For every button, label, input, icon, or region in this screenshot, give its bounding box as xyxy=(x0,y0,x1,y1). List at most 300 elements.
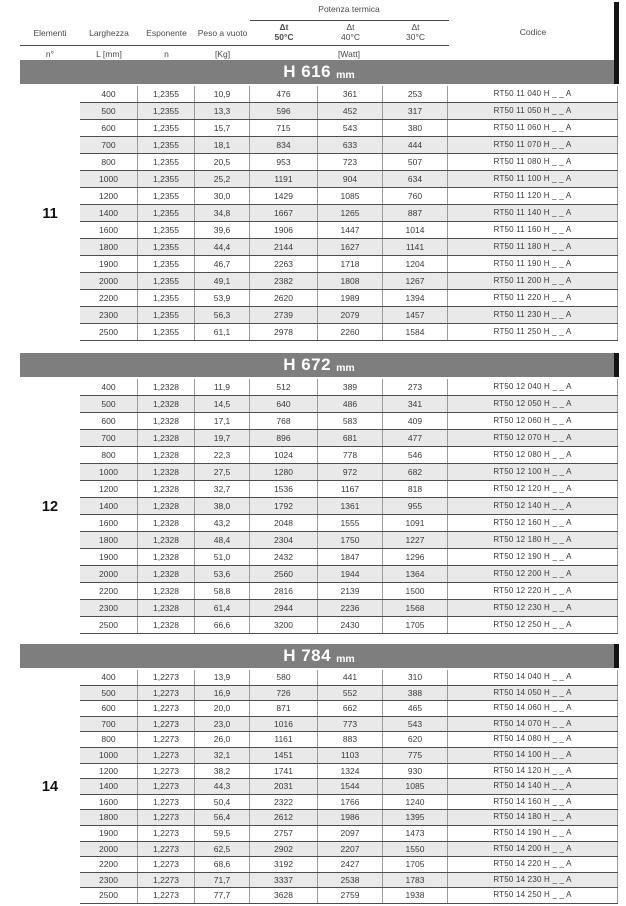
cell-potenza-dt40: 773 xyxy=(318,717,383,732)
cell-potenza-dt30: 1550 xyxy=(383,842,448,857)
cell-potenza-dt50: 3337 xyxy=(250,873,318,888)
cell-peso-a-vuoto: 53,6 xyxy=(195,566,250,582)
cell-potenza-dt40: 723 xyxy=(318,154,383,170)
cell-esponente: 1,2273 xyxy=(138,826,195,841)
cell-codice: RT50 14 200 H _ _ A xyxy=(448,842,618,857)
cell-codice: RT50 11 040 H _ _ A xyxy=(448,86,618,102)
cell-esponente: 1,2328 xyxy=(138,379,195,395)
cell-codice: RT50 11 060 H _ _ A xyxy=(448,120,618,136)
header-underline xyxy=(20,45,449,46)
cell-potenza-dt40: 2538 xyxy=(318,873,383,888)
table-row xyxy=(80,617,618,634)
cell-esponente: 1,2328 xyxy=(138,413,195,429)
cell-esponente: 1,2273 xyxy=(138,732,195,747)
cell-peso-a-vuoto: 16,9 xyxy=(195,686,250,701)
cell-potenza-dt40: 1361 xyxy=(318,498,383,514)
cell-codice: RT50 11 180 H _ _ A xyxy=(448,239,618,255)
cell-potenza-dt50: 1161 xyxy=(250,732,318,747)
cell-potenza-dt40: 778 xyxy=(318,447,383,463)
cell-larghezza: 2500 xyxy=(80,324,138,340)
table-row xyxy=(80,481,618,498)
cell-codice: RT50 11 190 H _ _ A xyxy=(448,256,618,272)
table-row xyxy=(80,779,618,795)
cell-potenza-dt40: 1544 xyxy=(318,779,383,794)
cell-peso-a-vuoto: 26,0 xyxy=(195,732,250,747)
cell-larghezza: 1000 xyxy=(80,748,138,763)
cell-potenza-dt30: 273 xyxy=(383,379,448,395)
cell-larghezza: 500 xyxy=(80,396,138,412)
cell-codice: RT50 11 070 H _ _ A xyxy=(448,137,618,153)
cell-larghezza: 1900 xyxy=(80,826,138,841)
section-banner-unit: mm xyxy=(336,362,355,374)
cell-potenza-dt40: 441 xyxy=(318,670,383,685)
cell-potenza-dt30: 1091 xyxy=(383,515,448,531)
cell-peso-a-vuoto: 62,5 xyxy=(195,842,250,857)
cell-peso-a-vuoto: 44,4 xyxy=(195,239,250,255)
cell-peso-a-vuoto: 56,4 xyxy=(195,810,250,825)
section-rows xyxy=(80,379,618,634)
dt-40-temp: 40°C xyxy=(341,32,360,42)
cell-larghezza: 800 xyxy=(80,732,138,747)
cell-peso-a-vuoto: 53,9 xyxy=(195,290,250,306)
cell-potenza-dt50: 715 xyxy=(250,120,318,136)
table-row xyxy=(80,764,618,780)
section-banner-title: H 616 xyxy=(283,62,332,81)
cell-larghezza: 2300 xyxy=(80,307,138,323)
cell-potenza-dt50: 2263 xyxy=(250,256,318,272)
cell-larghezza: 1200 xyxy=(80,481,138,497)
cell-larghezza: 2500 xyxy=(80,888,138,903)
cell-potenza-dt50: 1536 xyxy=(250,481,318,497)
cell-peso-a-vuoto: 23,0 xyxy=(195,717,250,732)
section-banner-unit: mm xyxy=(336,653,355,665)
cell-potenza-dt30: 507 xyxy=(383,154,448,170)
cell-potenza-dt50: 3200 xyxy=(250,617,318,633)
cell-potenza-dt30: 546 xyxy=(383,447,448,463)
cell-potenza-dt50: 1429 xyxy=(250,188,318,204)
cell-esponente: 1,2355 xyxy=(138,324,195,340)
cell-potenza-dt40: 1989 xyxy=(318,290,383,306)
cell-potenza-dt50: 896 xyxy=(250,430,318,446)
cell-codice: RT50 14 080 H _ _ A xyxy=(448,732,618,747)
column-header-larghezza: Larghezza xyxy=(89,28,129,38)
cell-codice: RT50 12 080 H _ _ A xyxy=(448,447,618,463)
cell-potenza-dt30: 1085 xyxy=(383,779,448,794)
cell-codice: RT50 11 050 H _ _ A xyxy=(448,103,618,119)
cell-potenza-dt30: 253 xyxy=(383,86,448,102)
cell-potenza-dt30: 1568 xyxy=(383,600,448,616)
subheader-n: n° xyxy=(45,49,55,59)
cell-larghezza: 1200 xyxy=(80,764,138,779)
elements-count-cell xyxy=(20,86,80,341)
cell-codice: RT50 14 160 H _ _ A xyxy=(448,795,618,810)
cell-potenza-dt50: 580 xyxy=(250,670,318,685)
cell-codice: RT50 12 050 H _ _ A xyxy=(448,396,618,412)
cell-peso-a-vuoto: 44,3 xyxy=(195,779,250,794)
section-banner-edge-tab xyxy=(614,644,619,668)
cell-potenza-dt50: 2144 xyxy=(250,239,318,255)
cell-esponente: 1,2355 xyxy=(138,188,195,204)
cell-potenza-dt30: 1500 xyxy=(383,583,448,599)
cell-potenza-dt40: 486 xyxy=(318,396,383,412)
cell-potenza-dt40: 543 xyxy=(318,120,383,136)
cell-peso-a-vuoto: 32,1 xyxy=(195,748,250,763)
cell-peso-a-vuoto: 51,0 xyxy=(195,549,250,565)
cell-larghezza: 2300 xyxy=(80,600,138,616)
cell-peso-a-vuoto: 71,7 xyxy=(195,873,250,888)
table-row xyxy=(80,686,618,702)
cell-potenza-dt50: 2612 xyxy=(250,810,318,825)
section-rows xyxy=(80,86,618,341)
cell-codice: RT50 14 250 H _ _ A xyxy=(448,888,618,903)
cell-codice: RT50 14 100 H _ _ A xyxy=(448,748,618,763)
column-header-dt-30 xyxy=(383,22,448,42)
cell-codice: RT50 12 250 H _ _ A xyxy=(448,617,618,633)
cell-esponente: 1,2328 xyxy=(138,430,195,446)
table-row xyxy=(80,732,618,748)
cell-peso-a-vuoto: 15,7 xyxy=(195,120,250,136)
cell-larghezza: 2000 xyxy=(80,842,138,857)
table-row xyxy=(80,396,618,413)
cell-codice: RT50 12 160 H _ _ A xyxy=(448,515,618,531)
table-row xyxy=(80,430,618,447)
table-row xyxy=(80,379,618,396)
cell-potenza-dt50: 596 xyxy=(250,103,318,119)
cell-peso-a-vuoto: 58,8 xyxy=(195,583,250,599)
section-body xyxy=(20,379,626,634)
section-body xyxy=(20,670,626,904)
cell-peso-a-vuoto: 13,3 xyxy=(195,103,250,119)
cell-esponente: 1,2328 xyxy=(138,515,195,531)
cell-potenza-dt30: 388 xyxy=(383,686,448,701)
cell-codice: RT50 12 060 H _ _ A xyxy=(448,413,618,429)
cell-larghezza: 1400 xyxy=(80,779,138,794)
cell-potenza-dt50: 1191 xyxy=(250,171,318,187)
height-section xyxy=(0,60,626,341)
cell-potenza-dt40: 1808 xyxy=(318,273,383,289)
cell-larghezza: 1800 xyxy=(80,810,138,825)
cell-potenza-dt50: 2978 xyxy=(250,324,318,340)
cell-esponente: 1,2355 xyxy=(138,307,195,323)
cell-potenza-dt40: 2079 xyxy=(318,307,383,323)
cell-potenza-dt40: 1986 xyxy=(318,810,383,825)
cell-potenza-dt50: 2944 xyxy=(250,600,318,616)
cell-peso-a-vuoto: 61,1 xyxy=(195,324,250,340)
subheader-watt: [Watt] xyxy=(338,49,360,59)
cell-esponente: 1,2328 xyxy=(138,481,195,497)
cell-peso-a-vuoto: 66,6 xyxy=(195,617,250,633)
cell-codice: RT50 12 230 H _ _ A xyxy=(448,600,618,616)
cell-potenza-dt30: 1240 xyxy=(383,795,448,810)
cell-peso-a-vuoto: 32,7 xyxy=(195,481,250,497)
cell-codice: RT50 11 230 H _ _ A xyxy=(448,307,618,323)
table-row xyxy=(80,137,618,154)
section-banner-unit: mm xyxy=(336,69,355,81)
table-row xyxy=(80,464,618,481)
cell-potenza-dt40: 883 xyxy=(318,732,383,747)
cell-esponente: 1,2273 xyxy=(138,873,195,888)
cell-potenza-dt40: 1944 xyxy=(318,566,383,582)
cell-potenza-dt50: 1016 xyxy=(250,717,318,732)
cell-peso-a-vuoto: 14,5 xyxy=(195,396,250,412)
cell-potenza-dt40: 2430 xyxy=(318,617,383,633)
cell-peso-a-vuoto: 19,7 xyxy=(195,430,250,446)
cell-potenza-dt50: 2620 xyxy=(250,290,318,306)
cell-potenza-dt30: 465 xyxy=(383,701,448,716)
cell-esponente: 1,2355 xyxy=(138,239,195,255)
cell-potenza-dt30: 543 xyxy=(383,717,448,732)
cell-esponente: 1,2273 xyxy=(138,888,195,903)
cell-peso-a-vuoto: 39,6 xyxy=(195,222,250,238)
cell-potenza-dt40: 904 xyxy=(318,171,383,187)
section-banner-title: H 784 xyxy=(283,646,332,665)
cell-potenza-dt40: 389 xyxy=(318,379,383,395)
cell-potenza-dt30: 1296 xyxy=(383,549,448,565)
cell-potenza-dt50: 2560 xyxy=(250,566,318,582)
cell-larghezza: 1200 xyxy=(80,188,138,204)
cell-potenza-dt40: 1103 xyxy=(318,748,383,763)
cell-codice: RT50 11 080 H _ _ A xyxy=(448,154,618,170)
cell-peso-a-vuoto: 25,2 xyxy=(195,171,250,187)
cell-larghezza: 400 xyxy=(80,379,138,395)
cell-larghezza: 2200 xyxy=(80,290,138,306)
dt-30-temp: 30°C xyxy=(406,32,425,42)
table-row xyxy=(80,103,618,120)
cell-codice: RT50 12 140 H _ _ A xyxy=(448,498,618,514)
table-row xyxy=(80,701,618,717)
potenza-termica-group-title: Potenza termica xyxy=(318,4,380,14)
cell-potenza-dt40: 633 xyxy=(318,137,383,153)
cell-larghezza: 2200 xyxy=(80,857,138,872)
table-row xyxy=(80,810,618,826)
cell-codice: RT50 12 220 H _ _ A xyxy=(448,583,618,599)
cell-esponente: 1,2273 xyxy=(138,748,195,763)
cell-esponente: 1,2355 xyxy=(138,103,195,119)
cell-peso-a-vuoto: 49,1 xyxy=(195,273,250,289)
cell-larghezza: 1900 xyxy=(80,256,138,272)
cell-larghezza: 1400 xyxy=(80,498,138,514)
cell-larghezza: 700 xyxy=(80,717,138,732)
cell-peso-a-vuoto: 34,8 xyxy=(195,205,250,221)
cell-potenza-dt40: 2759 xyxy=(318,888,383,903)
cell-esponente: 1,2273 xyxy=(138,779,195,794)
cell-potenza-dt40: 1085 xyxy=(318,188,383,204)
section-banner xyxy=(20,60,618,84)
section-rows xyxy=(80,670,618,904)
cell-potenza-dt40: 662 xyxy=(318,701,383,716)
cell-potenza-dt40: 2139 xyxy=(318,583,383,599)
cell-potenza-dt30: 1204 xyxy=(383,256,448,272)
table-row xyxy=(80,532,618,549)
cell-potenza-dt50: 1667 xyxy=(250,205,318,221)
cell-larghezza: 800 xyxy=(80,154,138,170)
cell-esponente: 1,2328 xyxy=(138,617,195,633)
cell-potenza-dt50: 726 xyxy=(250,686,318,701)
cell-larghezza: 600 xyxy=(80,701,138,716)
cell-potenza-dt50: 640 xyxy=(250,396,318,412)
table-row xyxy=(80,120,618,137)
cell-potenza-dt30: 477 xyxy=(383,430,448,446)
cell-codice: RT50 12 120 H _ _ A xyxy=(448,481,618,497)
table-row xyxy=(80,154,618,171)
cell-larghezza: 500 xyxy=(80,686,138,701)
table-row xyxy=(80,583,618,600)
subheader-kg: [Kg] xyxy=(214,49,231,59)
dt-symbol: Δt xyxy=(411,22,420,32)
cell-peso-a-vuoto: 77,7 xyxy=(195,888,250,903)
cell-potenza-dt40: 1324 xyxy=(318,764,383,779)
cell-codice: RT50 14 190 H _ _ A xyxy=(448,826,618,841)
cell-potenza-dt30: 444 xyxy=(383,137,448,153)
section-banner xyxy=(20,353,618,377)
cell-potenza-dt30: 955 xyxy=(383,498,448,514)
elements-count-cell xyxy=(20,379,80,634)
cell-potenza-dt40: 452 xyxy=(318,103,383,119)
table-row xyxy=(80,842,618,858)
table-row xyxy=(80,86,618,103)
cell-esponente: 1,2273 xyxy=(138,701,195,716)
cell-potenza-dt30: 634 xyxy=(383,171,448,187)
cell-larghezza: 700 xyxy=(80,430,138,446)
cell-peso-a-vuoto: 61,4 xyxy=(195,600,250,616)
cell-peso-a-vuoto: 56,3 xyxy=(195,307,250,323)
page-edge-marker xyxy=(614,2,619,84)
cell-potenza-dt50: 2322 xyxy=(250,795,318,810)
cell-codice: RT50 12 040 H _ _ A xyxy=(448,379,618,395)
cell-esponente: 1,2328 xyxy=(138,583,195,599)
cell-potenza-dt40: 2427 xyxy=(318,857,383,872)
cell-potenza-dt30: 775 xyxy=(383,748,448,763)
cell-codice: RT50 14 140 H _ _ A xyxy=(448,779,618,794)
table-row xyxy=(80,670,618,686)
cell-potenza-dt30: 409 xyxy=(383,413,448,429)
cell-larghezza: 1600 xyxy=(80,222,138,238)
cell-potenza-dt30: 341 xyxy=(383,396,448,412)
cell-potenza-dt30: 317 xyxy=(383,103,448,119)
cell-esponente: 1,2328 xyxy=(138,447,195,463)
cell-codice: RT50 11 100 H _ _ A xyxy=(448,171,618,187)
cell-esponente: 1,2355 xyxy=(138,273,195,289)
cell-potenza-dt50: 953 xyxy=(250,154,318,170)
cell-potenza-dt50: 1741 xyxy=(250,764,318,779)
cell-potenza-dt40: 2260 xyxy=(318,324,383,340)
table-row xyxy=(80,873,618,889)
cell-potenza-dt50: 1280 xyxy=(250,464,318,480)
cell-peso-a-vuoto: 48,4 xyxy=(195,532,250,548)
cell-esponente: 1,2355 xyxy=(138,120,195,136)
cell-potenza-dt50: 1792 xyxy=(250,498,318,514)
cell-potenza-dt40: 1167 xyxy=(318,481,383,497)
dt-symbol: Δt xyxy=(346,22,355,32)
table-row xyxy=(80,888,618,904)
cell-potenza-dt40: 972 xyxy=(318,464,383,480)
cell-codice: RT50 14 050 H _ _ A xyxy=(448,686,618,701)
cell-potenza-dt30: 1394 xyxy=(383,290,448,306)
cell-potenza-dt40: 1847 xyxy=(318,549,383,565)
cell-potenza-dt50: 2382 xyxy=(250,273,318,289)
cell-potenza-dt30: 1783 xyxy=(383,873,448,888)
cell-larghezza: 800 xyxy=(80,447,138,463)
cell-potenza-dt40: 361 xyxy=(318,86,383,102)
elements-count: 11 xyxy=(42,205,58,222)
cell-potenza-dt30: 1473 xyxy=(383,826,448,841)
cell-peso-a-vuoto: 18,1 xyxy=(195,137,250,153)
dt-symbol: Δt xyxy=(279,22,289,32)
cell-potenza-dt30: 930 xyxy=(383,764,448,779)
cell-potenza-dt40: 2236 xyxy=(318,600,383,616)
cell-esponente: 1,2273 xyxy=(138,857,195,872)
cell-larghezza: 400 xyxy=(80,670,138,685)
cell-larghezza: 1000 xyxy=(80,171,138,187)
table-row xyxy=(80,413,618,430)
column-header-codice: Codice xyxy=(519,27,547,37)
cell-esponente: 1,2328 xyxy=(138,464,195,480)
cell-potenza-dt30: 1014 xyxy=(383,222,448,238)
cell-potenza-dt50: 2031 xyxy=(250,779,318,794)
cell-potenza-dt50: 476 xyxy=(250,86,318,102)
cell-esponente: 1,2355 xyxy=(138,222,195,238)
cell-codice: RT50 14 180 H _ _ A xyxy=(448,810,618,825)
cell-codice: RT50 11 220 H _ _ A xyxy=(448,290,618,306)
cell-larghezza: 1000 xyxy=(80,464,138,480)
cell-potenza-dt50: 512 xyxy=(250,379,318,395)
cell-potenza-dt50: 2739 xyxy=(250,307,318,323)
cell-esponente: 1,2273 xyxy=(138,670,195,685)
cell-esponente: 1,2355 xyxy=(138,86,195,102)
cell-larghezza: 700 xyxy=(80,137,138,153)
cell-esponente: 1,2273 xyxy=(138,842,195,857)
cell-larghezza: 600 xyxy=(80,120,138,136)
cell-codice: RT50 11 200 H _ _ A xyxy=(448,273,618,289)
cell-codice: RT50 14 230 H _ _ A xyxy=(448,873,618,888)
cell-potenza-dt50: 2816 xyxy=(250,583,318,599)
cell-potenza-dt50: 2757 xyxy=(250,826,318,841)
table-row xyxy=(80,600,618,617)
cell-esponente: 1,2328 xyxy=(138,396,195,412)
table-row xyxy=(80,717,618,733)
table-row xyxy=(80,498,618,515)
cell-larghezza: 1800 xyxy=(80,239,138,255)
table-row xyxy=(80,447,618,464)
cell-esponente: 1,2328 xyxy=(138,566,195,582)
cell-potenza-dt30: 682 xyxy=(383,464,448,480)
cell-potenza-dt40: 1766 xyxy=(318,795,383,810)
cell-esponente: 1,2273 xyxy=(138,795,195,810)
cell-potenza-dt30: 1364 xyxy=(383,566,448,582)
cell-peso-a-vuoto: 38,2 xyxy=(195,764,250,779)
cell-esponente: 1,2355 xyxy=(138,256,195,272)
table-row xyxy=(80,256,618,273)
cell-potenza-dt50: 2432 xyxy=(250,549,318,565)
cell-potenza-dt30: 620 xyxy=(383,732,448,747)
column-header-dt-40 xyxy=(318,22,383,42)
table-row xyxy=(80,171,618,188)
cell-potenza-dt30: 818 xyxy=(383,481,448,497)
cell-potenza-dt50: 2048 xyxy=(250,515,318,531)
table-row xyxy=(80,273,618,290)
cell-esponente: 1,2355 xyxy=(138,290,195,306)
cell-esponente: 1,2328 xyxy=(138,532,195,548)
table-row xyxy=(80,307,618,324)
column-header-esponente: Esponente xyxy=(146,28,187,38)
cell-potenza-dt50: 1451 xyxy=(250,748,318,763)
cell-codice: RT50 12 190 H _ _ A xyxy=(448,549,618,565)
cell-codice: RT50 14 060 H _ _ A xyxy=(448,701,618,716)
table-row xyxy=(80,566,618,583)
cell-peso-a-vuoto: 30,0 xyxy=(195,188,250,204)
cell-codice: RT50 14 070 H _ _ A xyxy=(448,717,618,732)
cell-potenza-dt40: 552 xyxy=(318,686,383,701)
